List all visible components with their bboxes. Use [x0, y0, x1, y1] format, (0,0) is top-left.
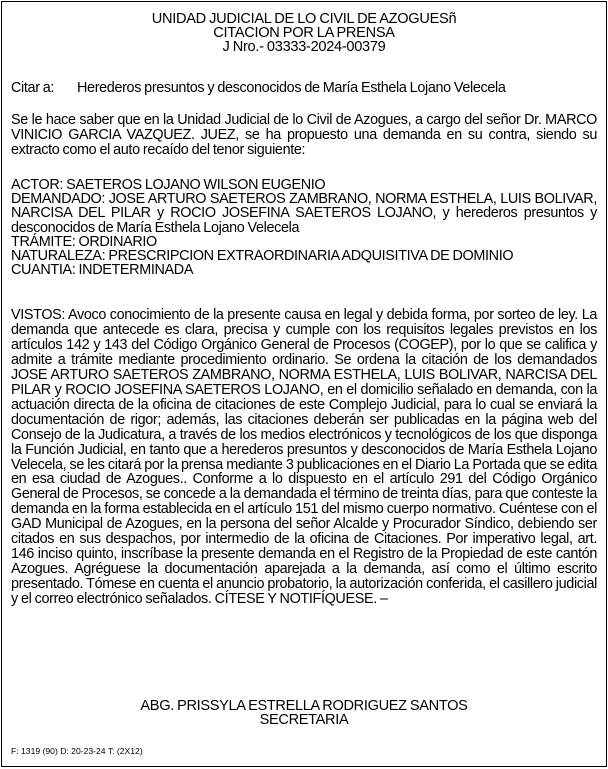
case-parties [11, 178, 597, 277]
signatory-title: SECRETARIA [259, 712, 349, 729]
notice-header [2, 12, 606, 55]
citation-recipients: Herederos presuntos y desconocidos de María Esthela Lojano Velecela [77, 80, 506, 96]
court-name: UNIDAD JUDICIAL DE LO CIVIL DE AZOGUESñ [151, 11, 457, 27]
vistos-paragraph: VISTOS: Avoco conocimiento de la presente causa en legal y debida forma, por sorteo de ley. La demanda que antecede es clara, precisa y cumple con los requisitos legales previstos en los artículos 142 y 143 del Código Orgánico General de Procesos (COGEP), por lo que se califica y admite a trámite mediante procedimiento ordinario. Se ordena la citación de los demandados JOSE ARTURO SAETEROS ZAMBRANO, NORMA ESTHELA, LUIS BOLIVAR, NARCISA DEL PILAR y ROCIO JOSEFINA SAETEROS LOJANO, en el domicilio señalado en demanda, con la actuación directa de la oficina de citaciones de este Complejo Judicial, para lo cual se enviará la documentación de rigor; además, las citaciones deberán ser publicadas en la página web del Consejo de la Judicatura, a través de los medios electrónicos y tecnológicos de los que disponga la Función Judicial, en tanto que a herederos presuntos y desconocidos de María Esthela Lojano Velecela, se les citará por la prensa mediante 3 publicaciones en el Diario La Portada que se edita en esa ciudad de Azogues.. Conforme a lo dispuesto en el artículo 291 del Código Orgánico General de Procesos, se concede a la demandada el término de treinta días, para que conteste la demanda en la forma establecida en el artículo 151 del mismo cuerpo normativo. Cuéntese con el GAD Municipal de Azogues, en la persona del señor Alcalde y Procurador Síndico, debiendo ser citados en sus despachos, por intermedio de la oficina de Citaciones. Por imperativo legal, art. 146 inciso quinto, inscríbase la presente demanda en el Registro de la Propiedad de este cantón Azogues. Agréguese la documentación aparejada a la demanda, así como el último escrito presentado. Tómese en cuenta el anuncio probatorio, la autorización conferida, el casillero judicial y el correo electrónico señalados. CÍTESE Y NOTIFÍQUESE. – [11, 307, 597, 608]
defendants-line: DEMANDADO: JOSE ARTURO SAETEROS ZAMBRANO, NORMA ESTHELA, LUIS BOLIVAR, NARCISA DEL PILAR y ROCIO JOSEFINA SAETEROS LOJANO, y herederos presuntos y desconocidos de María Esthela Lojano Velecela [11, 191, 597, 236]
actor-line: ACTOR: SAETEROS LOJANO WILSON EUGENIO [11, 177, 326, 193]
intro-paragraph: Se le hace saber que en la Unidad Judicial de lo Civil de Azogues, a cargo del señor Dr. MARCO VINICIO GARCIA VAZQUEZ. JUEZ, se ha propuesto una demanda en su contra, siendo su extracto como el auto recaído del tenor siguiente: [11, 112, 597, 158]
citation-label: Citar a: [11, 80, 55, 96]
publication-footer: F: 1319 (90) D: 20-23-24 T: (2X12) [11, 746, 143, 756]
amount-line: CUANTIA: INDETERMINADA [11, 262, 194, 279]
case-number: J Nro.- 03333-2024-00379 [222, 39, 386, 56]
nature-line: NATURALEZA: PRESCRIPCION EXTRAORDINARIA ADQUISITIVA DE DOMINIO [11, 248, 514, 265]
signatory-name: ABG. PRISSYLA ESTRELLA RODRIGUEZ SANTOS [140, 698, 468, 714]
legal-notice [1, 1, 607, 767]
signature-block [2, 699, 606, 727]
procedure-line: TRÁMITE: ORDINARIO [11, 233, 157, 250]
document-type: CITACION POR LA PRENSA [213, 25, 395, 42]
citation-line [11, 81, 597, 96]
